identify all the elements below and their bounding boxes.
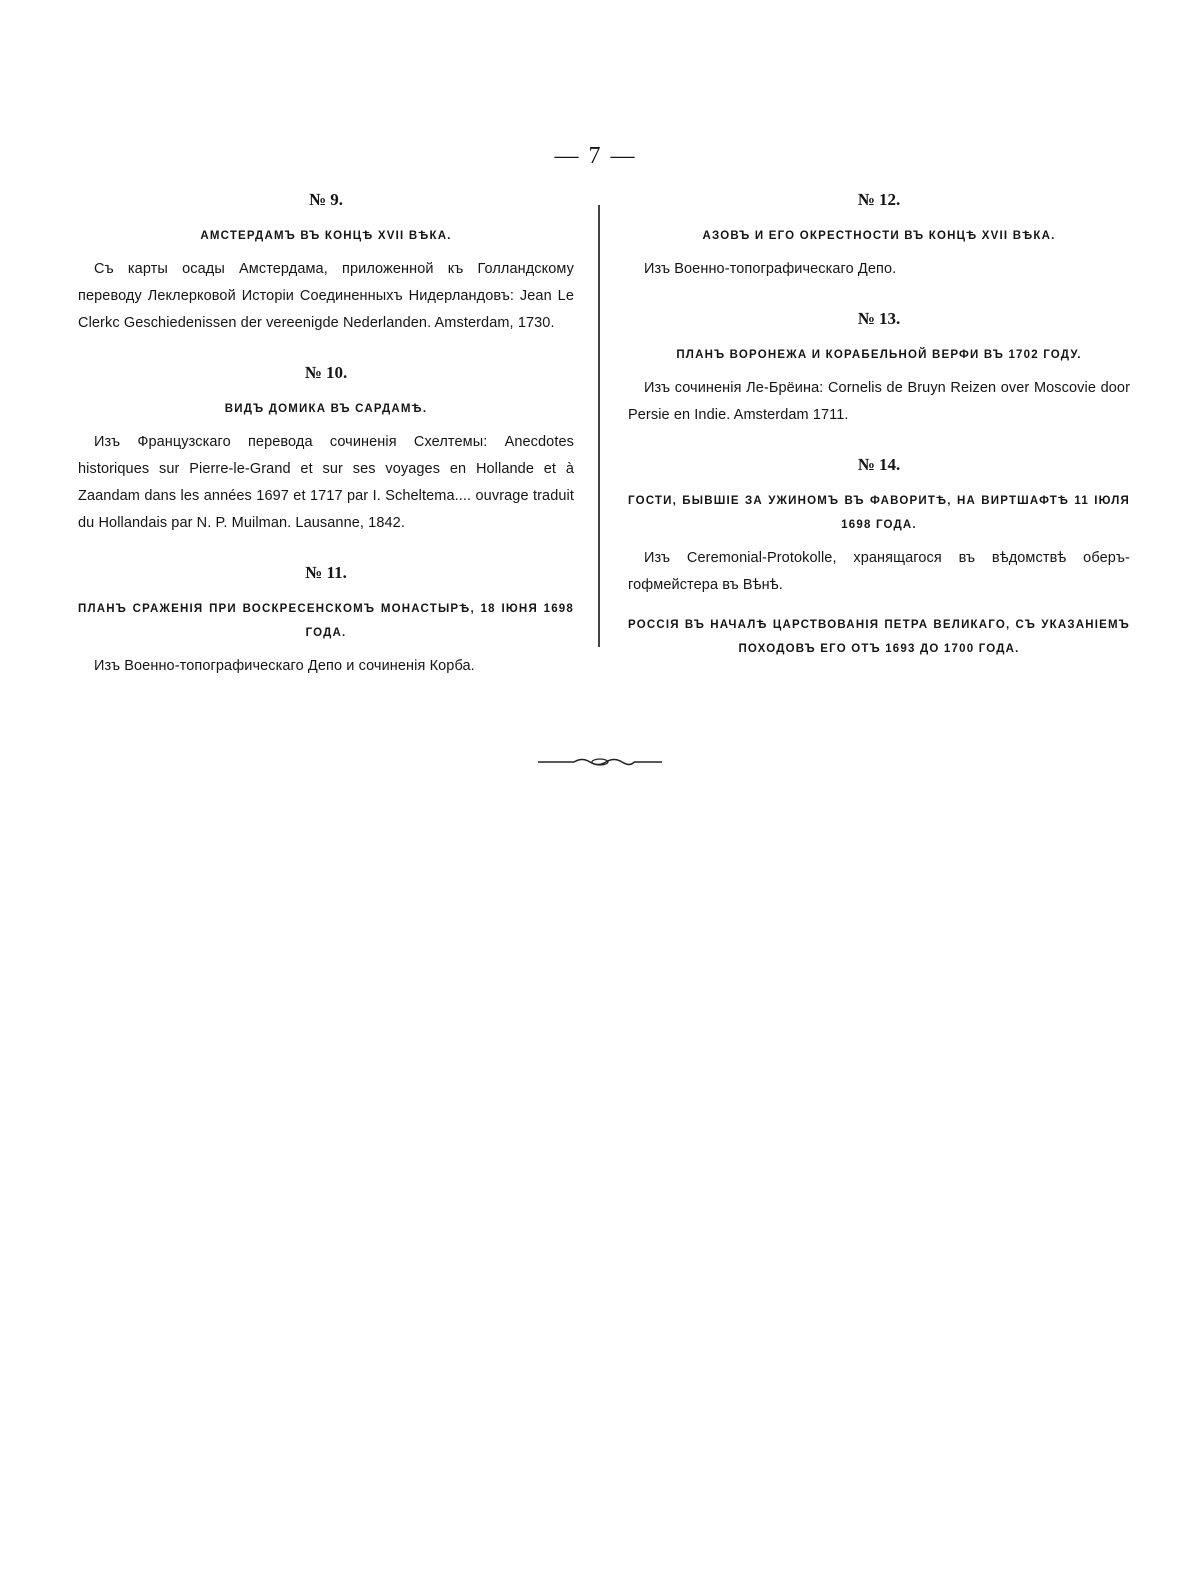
entry-text: Изъ Военно-топографическаго Депо. — [644, 261, 897, 277]
entry-text: Изъ Военно-топографическаго Депо и сочиненія Корба. — [94, 658, 475, 674]
entry-15 — [628, 613, 1130, 661]
right-column — [628, 190, 1130, 675]
entry-number: № 10. — [304, 363, 348, 382]
left-column — [78, 190, 574, 694]
entry-14 — [628, 455, 1130, 599]
entry-10 — [78, 363, 574, 537]
entry-text: Изъ Французскаго перевода сочиненія Схелтемы: Anecdotes historiques sur Pierre-le-Grand et sur ses voyages en Hollande et à Zaandam dans les années 1697 et 1717 par I. Scheltema.... ouvrage traduit du Hollandais par N. P. Muilman. Lausanne, 1842. — [78, 434, 574, 531]
column-divider — [598, 205, 600, 647]
entry-text: Изъ сочиненія Ле-Брёина: Cornelis de Bruyn Reizen over Moscovie door Persie en Indie. Amsterdam 1711. — [628, 380, 1130, 423]
ornament-rule — [538, 755, 662, 769]
page-number: — 7 — — [554, 143, 637, 169]
entry-13 — [628, 309, 1130, 429]
entry-title: РОССІЯ ВЪ НАЧАЛѢ ЦАРСТВОВАНІЯ ПЕТРА ВЕЛИКАГО, СЪ УКАЗАНІЕМЪ ПОХОДОВЪ ЕГО ОТЪ 1693 ДО 1700 ГОДА. — [628, 619, 1130, 655]
entry-number: № 14. — [857, 455, 901, 474]
entry-title: ПЛАНЪ ВОРОНЕЖА И КОРАБЕЛЬНОЙ ВЕРФИ ВЪ 1702 ГОДУ. — [676, 349, 1082, 361]
entry-number: № 12. — [857, 190, 901, 209]
entry-number: № 13. — [857, 309, 901, 328]
entry-9 — [78, 190, 574, 337]
entry-text: Съ карты осады Амстердама, приложенной къ Голландскому переводу Леклерковой Исторіи Соединенныхъ Нидерландовъ: Jean Le Clerkc Geschiedenissen der vereenigde Nederlanden. Amsterdam, 1730. — [78, 261, 574, 331]
entry-title: ВИДЪ ДОМИКА ВЪ САРДАМѢ. — [224, 403, 428, 415]
entry-title: ПЛАНЪ СРАЖЕНІЯ ПРИ ВОСКРЕСЕНСКОМЪ МОНАСТЫРѢ, 18 ІЮНЯ 1698 ГОДА. — [78, 603, 574, 639]
entry-12 — [628, 190, 1130, 283]
entry-number: № 9. — [308, 190, 344, 209]
entry-title: АЗОВЪ И ЕГО ОКРЕСТНОСТИ ВЪ КОНЦѢ XVII ВѢКА. — [702, 230, 1056, 242]
entry-11 — [78, 563, 574, 680]
entry-text: Изъ Ceremonial-Protokolle, хранящагося въ вѣдомствѣ оберъ-гофмейстера въ Вѣнѣ. — [628, 550, 1130, 593]
entry-number: № 11. — [305, 563, 347, 582]
entry-title: АМСТЕРДАМЪ ВЪ КОНЦѢ XVII ВѢКА. — [200, 230, 452, 242]
entry-title: ГОСТИ, БЫВШІЕ ЗА УЖИНОМЪ ВЪ ФАВОРИТѢ, НА ВИРТШАФТѢ 11 ІЮЛЯ 1698 ГОДА. — [628, 495, 1130, 531]
